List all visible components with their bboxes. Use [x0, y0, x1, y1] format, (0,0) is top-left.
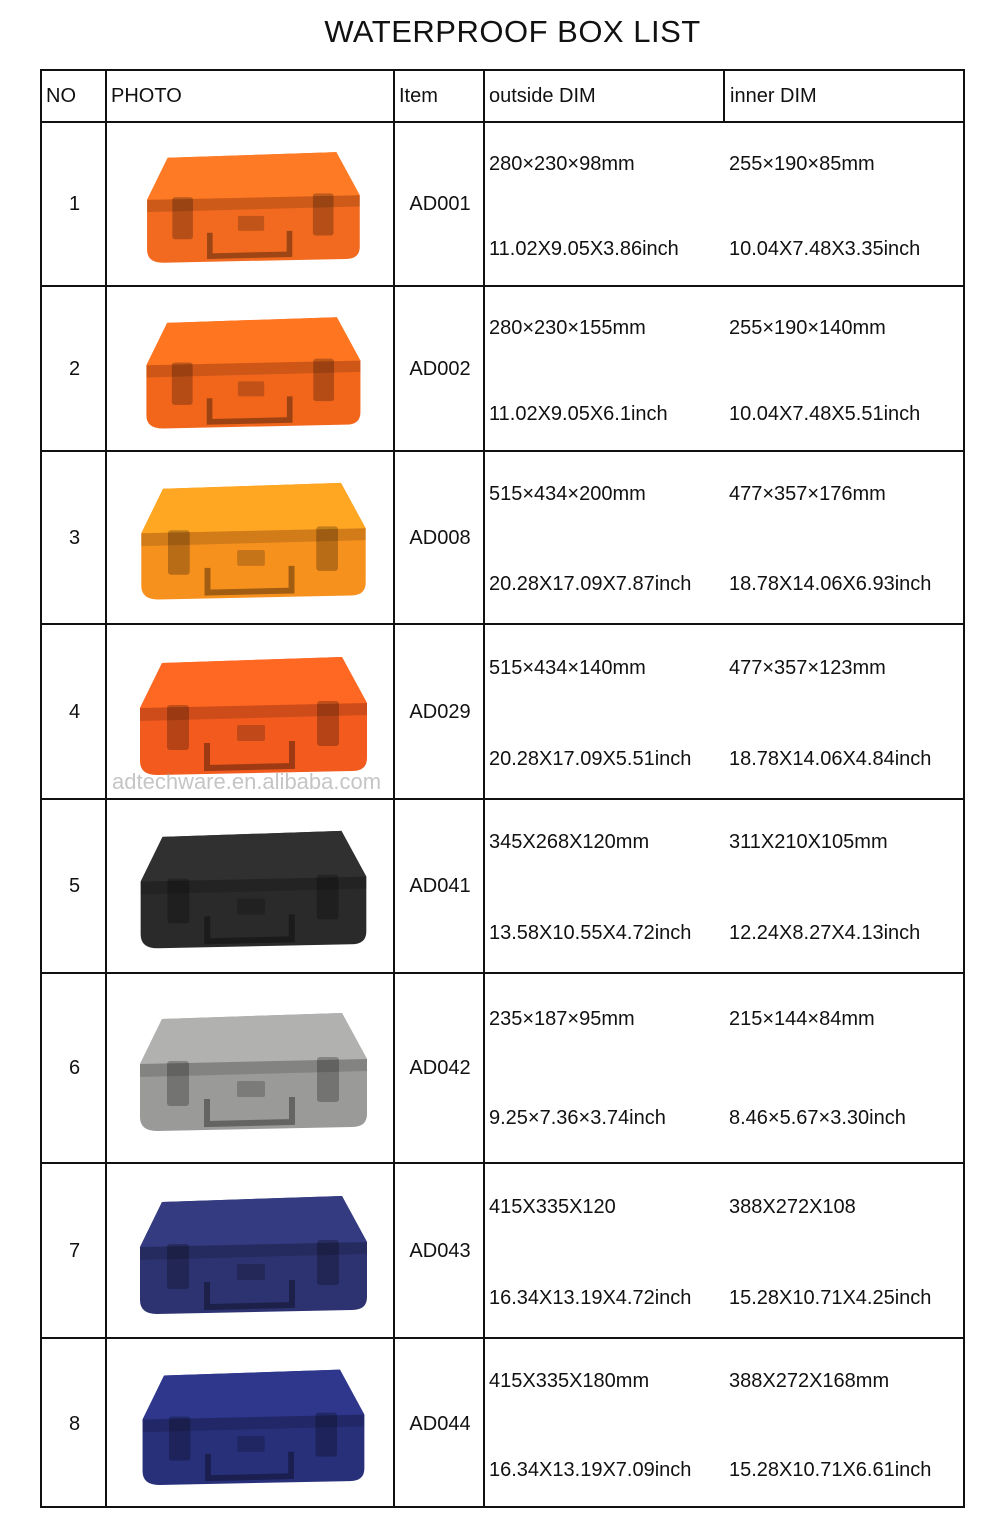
inner-dim-mm: 477×357×123mm: [729, 656, 886, 679]
divider: [723, 71, 725, 121]
outside-dim-mm: 415X335X180mm: [489, 1369, 650, 1392]
inner-dim-inch: 10.04X7.48X3.35inch: [729, 237, 921, 260]
inner-dim-mm: 477×357×176mm: [729, 483, 886, 506]
outside-dim-mm: 515×434×200mm: [489, 483, 646, 506]
inner-dim-inch: 15.28X10.71X6.61inch: [729, 1458, 932, 1481]
header-inner-dim: inner DIM: [730, 85, 817, 107]
table-row: [42, 287, 963, 452]
outside-dim-mm: 235×187×95mm: [489, 1008, 635, 1031]
table-row: [42, 1339, 963, 1510]
outside-dim-inch: 9.25×7.36×3.74inch: [489, 1107, 666, 1129]
case-icon: [112, 817, 392, 956]
case-photo: [112, 1356, 392, 1493]
item-code: AD043: [409, 1239, 471, 1262]
case-icon: [112, 304, 392, 436]
case-photo: [112, 817, 392, 956]
case-photo: [112, 1182, 392, 1322]
outside-dim-inch: 20.28X17.09X5.51inch: [489, 747, 692, 770]
outside-dim-mm: 415X335X120: [489, 1195, 616, 1218]
header-item: Item: [399, 85, 438, 107]
inner-dim-mm: 388X272X108: [729, 1195, 856, 1218]
item-code: AD041: [409, 875, 471, 897]
case-icon: [112, 1356, 392, 1493]
outside-dim-mm: 515×434×140mm: [489, 656, 646, 679]
inner-dim-inch: 12.24X8.27X4.13inch: [729, 921, 921, 944]
row-number: 6: [68, 1057, 81, 1079]
inner-dim-inch: 18.78X14.06X4.84inch: [729, 747, 932, 770]
item-code: AD001: [409, 193, 471, 215]
table-row: [42, 123, 963, 287]
case-photo: [112, 139, 392, 270]
page-title: WATERPROOF BOX LIST: [324, 14, 701, 49]
row-number: 3: [68, 526, 81, 549]
case-photo: [112, 469, 392, 607]
inner-dim-mm: 311X210X105mm: [729, 831, 888, 854]
table-row: [42, 1164, 963, 1339]
case-photo: [112, 643, 392, 783]
item-code: AD029: [409, 700, 471, 723]
case-icon: [112, 1182, 392, 1322]
case-icon: [112, 643, 392, 783]
outside-dim-inch: 11.02X9.05X6.1inch: [489, 402, 668, 425]
inner-dim-inch: 15.28X10.71X4.25inch: [729, 1286, 932, 1309]
row-number: 8: [68, 1412, 81, 1435]
outside-dim-mm: 345X268X120mm: [489, 831, 650, 854]
inner-dim-mm: 255×190×85mm: [729, 152, 875, 175]
table-row: [42, 800, 963, 974]
item-code: AD044: [409, 1412, 471, 1435]
outside-dim-mm: 280×230×98mm: [489, 152, 635, 175]
outside-dim-inch: 16.34X13.19X7.09inch: [489, 1458, 692, 1481]
watermark: adtechware.en.alibaba.com: [112, 769, 382, 794]
inner-dim-inch: 18.78X14.06X6.93inch: [729, 573, 932, 596]
item-code: AD008: [409, 526, 471, 549]
inner-dim-inch: 8.46×5.67×3.30inch: [729, 1107, 906, 1129]
outside-dim-inch: 16.34X13.19X4.72inch: [489, 1286, 692, 1309]
item-code: AD042: [409, 1057, 471, 1079]
row-number: 1: [68, 193, 81, 215]
row-number: 4: [68, 700, 81, 723]
header-photo: PHOTO: [111, 85, 182, 107]
outside-dim-inch: 13.58X10.55X4.72inch: [489, 921, 692, 944]
item-code: AD002: [409, 357, 471, 380]
case-icon: [112, 993, 392, 1145]
inner-dim-mm: 215×144×84mm: [729, 1008, 875, 1031]
inner-dim-mm: 255×190×140mm: [729, 316, 886, 339]
case-photo: [112, 304, 392, 436]
inner-dim-mm: 388X272X168mm: [729, 1369, 890, 1392]
row-number: 2: [68, 357, 81, 380]
inner-dim-inch: 10.04X7.48X5.51inch: [729, 402, 921, 425]
table-row: [42, 974, 963, 1164]
case-icon: [112, 139, 392, 270]
header-no: NO: [46, 85, 76, 107]
outside-dim-mm: 280×230×155mm: [489, 316, 646, 339]
case-photo: [112, 993, 392, 1145]
row-number: 5: [68, 875, 81, 897]
outside-dim-inch: 20.28X17.09X7.87inch: [489, 573, 692, 596]
case-icon: [112, 469, 392, 607]
header-outside-dim: outside DIM: [489, 85, 596, 107]
outside-dim-inch: 11.02X9.05X3.86inch: [489, 237, 679, 260]
row-number: 7: [68, 1239, 81, 1262]
table-row: [42, 452, 963, 625]
